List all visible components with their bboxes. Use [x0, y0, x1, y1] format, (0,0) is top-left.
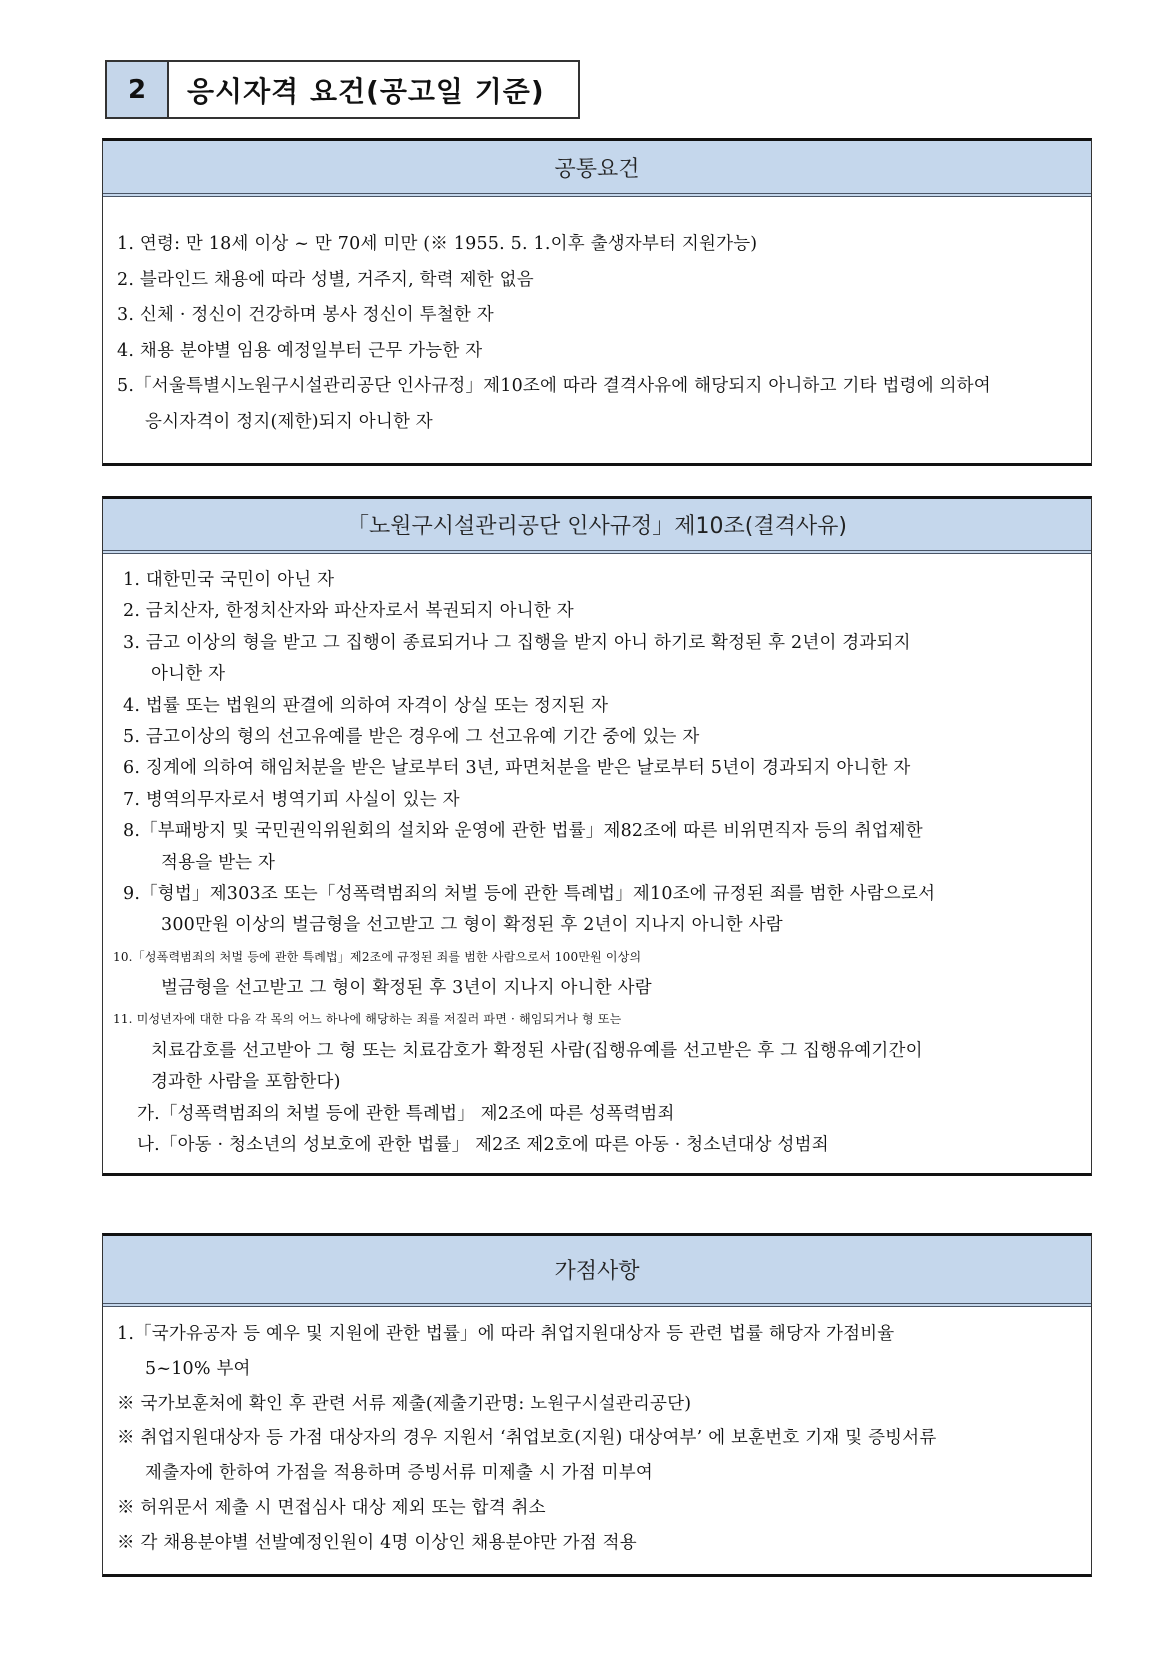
list-item: 9.「형법」제303조 또는「성폭력범죄의 처벌 등에 관한 특례법」제10조에 규정된 죄를 범한 사람으로서 — [123, 883, 936, 904]
list-item-continuation: 300만원 이상의 벌금형을 선고받고 그 형이 확정된 후 2년이 지나지 아니한 사람 — [161, 915, 783, 936]
note-item-continuation: 제출자에 한하여 가점을 적용하며 증빙서류 미제출 시 가점 미부여 — [145, 1463, 653, 1484]
section-heading — [105, 60, 580, 119]
sub-item: 가.「성폭력범죄의 처벌 등에 관한 특례법」 제2조에 따른 성폭력범죄 — [137, 1103, 675, 1124]
list-item: 7. 병역의무자로서 병역기피 사실이 있는 자 — [123, 789, 460, 810]
list-item: 3. 금고 이상의 형을 받고 그 집행이 종료되거나 그 집행을 받지 아니 하기로 확정된 후 2년이 경과되지 — [123, 632, 911, 653]
section-number: 2 — [107, 62, 169, 117]
list-item: 10.「성폭력범죄의 처벌 등에 관한 특례법」제2조에 규정된 죄를 범한 사람으로서 100만원 이상의 — [113, 949, 642, 964]
list-item: 1. 연령: 만 18세 이상 ~ 만 70세 미만 (※ 1955. 5. 1.이후 출생자부터 지원가능) — [117, 234, 758, 254]
disqualification-box — [102, 496, 1092, 1176]
bonus-points-title: 가점사항 — [103, 1236, 1091, 1307]
list-item: 1. 대한민국 국민이 아닌 자 — [123, 570, 335, 590]
list-item: 5.「서울특별시노원구시설관리공단 인사규정」제10조에 따라 결격사유에 해당되지 아니하고 기타 법령에 의하여 — [117, 376, 991, 396]
list-item: 11. 미성년자에 대한 다음 각 목의 어느 하나에 해당하는 죄를 저질러 파면 · 해임되거나 형 또는 — [113, 1012, 622, 1027]
list-item: 1.「국가유공자 등 예우 및 지원에 관한 법률」에 따라 취업지원대상자 등 관련 법률 해당자 가점비율 — [117, 1324, 895, 1344]
list-item: 3. 신체 · 정신이 건강하며 봉사 정신이 투철한 자 — [117, 305, 494, 325]
common-requirements-title: 공통요건 — [103, 141, 1091, 197]
list-item-continuation: 벌금형을 선고받고 그 형이 확정된 후 3년이 지나지 아니한 사람 — [161, 978, 652, 999]
list-item: 8.「부패방지 및 국민권익위원회의 설치와 운영에 관한 법률」제82조에 따른 비위면직자 등의 취업제한 — [123, 821, 923, 842]
common-requirements-box — [102, 138, 1092, 466]
note-item: ※ 각 채용분야별 선발예정인원이 4명 이상인 채용분야만 가점 적용 — [117, 1532, 637, 1553]
disqualification-title: 「노원구시설관리공단 인사규정」제10조(결격사유) — [103, 499, 1091, 554]
list-item: 5. 금고이상의 형의 선고유예를 받은 경우에 그 선고유예 기간 중에 있는 자 — [123, 726, 700, 747]
common-requirements-list — [103, 197, 1091, 440]
list-item: 4. 법률 또는 법원의 판결에 의하여 자격이 상실 또는 정지된 자 — [123, 695, 609, 716]
list-item: 2. 금치산자, 한정치산자와 파산자로서 복권되지 아니한 자 — [123, 601, 574, 622]
sub-item: 나.「아동 · 청소년의 성보호에 관한 법률」 제2조 제2호에 따른 아동 · 청소년대상 성범죄 — [137, 1135, 829, 1156]
list-item: 4. 채용 분야별 임용 예정일부터 근무 가능한 자 — [117, 340, 483, 361]
list-item-continuation: 경과한 사람을 포함한다) — [151, 1072, 341, 1093]
bonus-points-box — [102, 1233, 1092, 1577]
list-item-continuation: 적용을 받는 자 — [161, 852, 276, 873]
list-item-continuation: 아니한 자 — [151, 664, 226, 685]
note-item: ※ 허위문서 제출 시 면접심사 대상 제외 또는 합격 취소 — [117, 1497, 546, 1518]
list-item: 2. 블라인드 채용에 따라 성별, 거주지, 학력 제한 없음 — [117, 269, 534, 290]
section-title: 응시자격 요건(공고일 기준) — [187, 74, 545, 108]
list-item-continuation: 응시자격이 정지(제한)되지 아니한 자 — [145, 411, 433, 432]
bonus-points-list — [103, 1307, 1091, 1561]
list-item-continuation: 5~10% 부여 — [145, 1358, 251, 1379]
note-item: ※ 취업지원대상자 등 가점 대상자의 경우 지원서 ‘취업보호(지원) 대상여부’ 에 보훈번호 기재 및 증빙서류 — [117, 1428, 937, 1449]
list-item: 6. 징계에 의하여 해임처분을 받은 날로부터 3년, 파면처분을 받은 날로부터 5년이 경과되지 아니한 자 — [123, 758, 911, 779]
note-item: ※ 국가보훈처에 확인 후 관련 서류 제출(제출기관명: 노원구시설관리공단) — [117, 1393, 692, 1414]
list-item-continuation: 치료감호를 선고받아 그 형 또는 치료감호가 확정된 사람(집행유예를 선고받은 후 그 집행유예기간이 — [151, 1040, 923, 1061]
disqualification-list — [103, 554, 1091, 1161]
